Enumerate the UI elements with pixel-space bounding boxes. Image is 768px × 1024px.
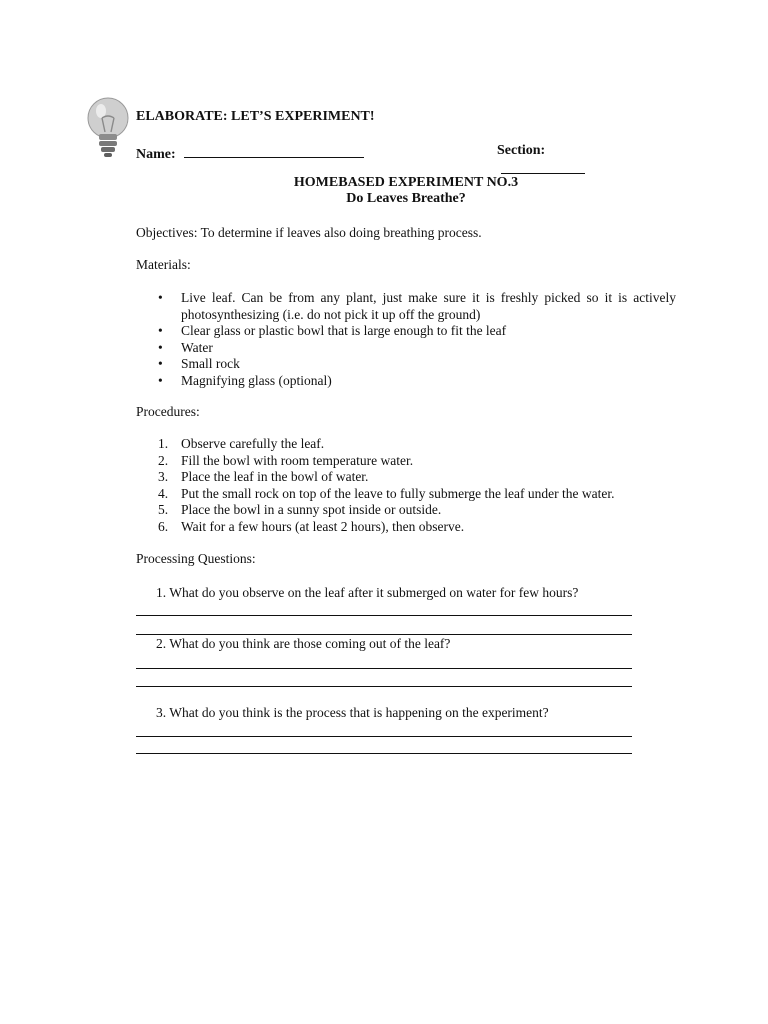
name-blank[interactable] (184, 143, 364, 158)
page-header: ELABORATE: LET’S EXPERIMENT! (136, 109, 375, 124)
list-item (136, 519, 676, 536)
step-text: Place the leaf in the bowl of water. (181, 469, 369, 484)
step-number: 6. (158, 518, 169, 534)
question-2: 2. What do you think are those coming out of the leaf? (156, 636, 451, 651)
experiment-subtitle: Do Leaves Breathe? (346, 191, 466, 206)
step-text: Wait for a few hours (at least 2 hours), then observe. (181, 518, 465, 534)
step-number: 4. (158, 485, 169, 501)
name-label: Name: (136, 147, 176, 162)
step-text: Observe carefully the leaf. (181, 436, 325, 451)
section-field (497, 143, 632, 179)
list-item: • Live leaf. Can be from any plant, just make sure it is freshly picked so it is actively photosynthesizing (i.e. do not pick it up off the ground) (136, 290, 676, 323)
answer-line[interactable] (136, 686, 632, 687)
section-label: Section: (497, 143, 546, 158)
step-text: Put the small rock on top of the leave to fully submerge the leaf under the water. (181, 485, 615, 501)
list-item (136, 469, 676, 486)
section-blank[interactable] (501, 159, 585, 174)
objectives-text: Objectives: To determine if leaves also doing breathing process. (136, 225, 482, 240)
list-item: • Water (136, 340, 676, 357)
answer-line[interactable] (136, 634, 632, 635)
answer-line[interactable] (136, 615, 632, 616)
step-number: 3. (158, 469, 169, 484)
answer-line[interactable] (136, 668, 632, 669)
step-number: 1. (158, 436, 169, 451)
list-item: • Small rock (136, 356, 676, 373)
list-item (136, 486, 676, 503)
question-3: 3. What do you think is the process that is happening on the experiment? (156, 705, 549, 720)
answer-line[interactable] (136, 736, 632, 737)
name-section-row (136, 143, 632, 163)
procedures-list (136, 436, 676, 535)
list-item (136, 453, 676, 470)
list-item: • Magnifying glass (optional) (136, 373, 676, 390)
step-number: 5. (158, 502, 169, 517)
step-text: Fill the bowl with room temperature water. (181, 452, 414, 468)
materials-label: Materials: (136, 257, 191, 272)
experiment-title: HOMEBASED EXPERIMENT NO.3 (293, 175, 519, 190)
list-item (136, 502, 676, 519)
step-number: 2. (158, 452, 169, 468)
materials-list (136, 290, 676, 389)
lightbulb-icon (86, 96, 130, 160)
procedures-label: Procedures: (136, 404, 200, 419)
list-item (136, 436, 676, 453)
list-item: • Clear glass or plastic bowl that is large enough to fit the leaf (136, 323, 676, 340)
step-text: Place the bowl in a sunny spot inside or outside. (181, 502, 442, 517)
question-1: 1. What do you observe on the leaf after it submerged on water for few hours? (156, 585, 579, 600)
name-field (136, 143, 364, 163)
processing-questions-label: Processing Questions: (136, 551, 256, 566)
answer-line[interactable] (136, 753, 632, 754)
